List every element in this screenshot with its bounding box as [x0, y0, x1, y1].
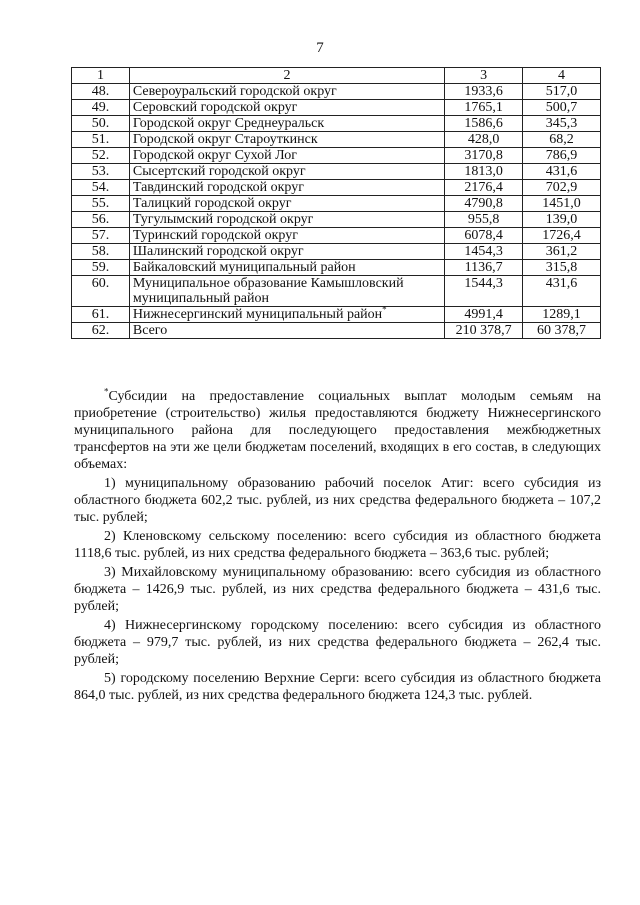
federal-funds-cell	[523, 116, 601, 132]
municipality-name-cell-text: Туринский городской округ	[132, 228, 298, 243]
federal-funds-cell-text: 1726,4	[542, 228, 581, 243]
row-number-cell-text: 55.	[91, 196, 110, 211]
page-number: 7	[316, 40, 324, 56]
subsidy-total-cell	[445, 260, 523, 276]
municipality-name-cell-text: Шалинский городской округ	[132, 244, 304, 259]
subsidy-total-cell	[445, 116, 523, 132]
row-number-cell-text: 54.	[91, 180, 110, 195]
federal-funds-cell	[523, 212, 601, 228]
federal-funds-cell	[523, 196, 601, 212]
row-number-cell	[72, 180, 130, 196]
row-number-cell-text: 52.	[91, 148, 110, 163]
table-row	[72, 84, 601, 100]
subsidy-total-cell	[445, 276, 523, 307]
subsidy-table	[71, 67, 601, 339]
federal-funds-cell-text: 517,0	[545, 84, 578, 99]
table-row	[72, 212, 601, 228]
footnote-item: 1) муниципальному образованию рабочий поселок Атиг: всего субсидия из областного бюджета 602,2 тыс. рублей, из них средства федерального бюджета – 107,2 тыс. рублей;	[74, 476, 601, 525]
municipality-name-cell-text: Талицкий городской округ	[132, 196, 292, 211]
row-number-cell-text: 49.	[91, 100, 110, 115]
row-number-cell	[72, 164, 130, 180]
footnote-mark: *	[104, 386, 109, 397]
footnote-item: 5) городскому поселению Верхние Серги: всего субсидия из областного бюджета 864,0 тыс. рублей, из них средства федерального бюджета 124,3 тыс. рублей.	[74, 671, 601, 703]
municipality-name-cell-text: Нижнесергинский муниципальный район	[132, 307, 383, 322]
row-number-cell	[72, 260, 130, 276]
municipality-name-cell	[129, 323, 444, 339]
subsidy-total-cell	[445, 307, 523, 323]
municipality-name-cell-text: Городской округ Сухой Лог	[132, 148, 297, 163]
federal-funds-cell	[523, 228, 601, 244]
federal-funds-cell	[523, 132, 601, 148]
row-number-cell	[72, 116, 130, 132]
row-number-cell	[72, 228, 130, 244]
municipality-name-cell-text: Городской округ Среднеуральск	[132, 116, 325, 131]
table-row	[72, 164, 601, 180]
federal-funds-cell	[523, 100, 601, 116]
row-number-cell	[72, 276, 130, 307]
header-cell-col4: 4	[523, 68, 601, 84]
municipality-name-cell	[129, 100, 444, 116]
table-row	[72, 323, 601, 339]
federal-funds-cell-text: 786,9	[545, 148, 578, 163]
federal-funds-cell-text: 60 378,7	[537, 323, 587, 338]
federal-funds-cell	[523, 84, 601, 100]
subsidy-total-cell-text: 4790,8	[464, 196, 503, 211]
subsidy-total-cell	[445, 84, 523, 100]
table-row	[72, 307, 601, 323]
municipality-name-cell-text: Североуральский городской округ	[132, 84, 337, 99]
row-number-cell	[72, 323, 130, 339]
federal-funds-cell	[523, 164, 601, 180]
subsidy-total-cell-text: 428,0	[467, 132, 500, 147]
table-row	[72, 244, 601, 260]
subsidy-total-cell-text: 6078,4	[464, 228, 503, 243]
table-row	[72, 180, 601, 196]
federal-funds-cell	[523, 323, 601, 339]
row-number-cell	[72, 132, 130, 148]
municipality-name-cell	[129, 164, 444, 180]
municipality-name-cell	[129, 260, 444, 276]
table-row	[72, 196, 601, 212]
row-number-cell	[72, 244, 130, 260]
header-cell-number: 1	[72, 68, 130, 84]
header-cell-name: 2	[129, 68, 444, 84]
municipality-name-cell	[129, 228, 444, 244]
row-number-cell-text: 58.	[91, 244, 110, 259]
municipality-name-cell-text: Байкаловский муниципальный район	[132, 260, 356, 275]
row-number-cell	[72, 212, 130, 228]
footnote-intro	[74, 388, 601, 473]
row-number-cell-text: 62.	[91, 323, 110, 338]
federal-funds-cell	[523, 276, 601, 307]
subsidy-total-cell-text: 1544,3	[464, 276, 503, 291]
row-number-cell	[72, 196, 130, 212]
municipality-name-cell-text: Всего	[132, 323, 168, 338]
municipality-name-cell	[129, 244, 444, 260]
subsidy-total-cell	[445, 132, 523, 148]
federal-funds-cell-text: 361,2	[545, 244, 578, 259]
federal-funds-cell	[523, 244, 601, 260]
subsidy-total-cell-text: 1933,6	[464, 84, 503, 99]
footnote-item: 2) Кленовскому сельскому поселению: всего субсидия из областного бюджета 1118,6 тыс. рублей, из них средства федерального бюджета – 363,6 тыс. рублей;	[74, 529, 601, 561]
subsidy-total-cell	[445, 164, 523, 180]
subsidy-total-cell-text: 4991,4	[464, 307, 503, 322]
subsidy-total-cell-text: 1586,6	[464, 116, 503, 131]
table-row	[72, 276, 601, 307]
subsidy-total-cell	[445, 323, 523, 339]
federal-funds-cell	[523, 260, 601, 276]
subsidy-total-cell-text: 1454,3	[464, 244, 503, 259]
federal-funds-cell-text: 345,3	[545, 116, 578, 131]
municipality-name-cell-text: Тавдинский городской округ	[132, 180, 304, 195]
table-row	[72, 132, 601, 148]
federal-funds-cell-text: 1289,1	[542, 307, 581, 322]
municipality-name-cell	[129, 180, 444, 196]
federal-funds-cell-text: 1451,0	[542, 196, 581, 211]
subsidy-total-cell-text: 1765,1	[464, 100, 503, 115]
footnote-item: 3) Михайловскому муниципальному образованию: всего субсидия из областного бюджета – 1426,9 тыс. рублей, из них средства федерального бюджета – 431,6 тыс. рублей;	[74, 565, 601, 614]
row-number-cell-text: 50.	[91, 116, 110, 131]
subsidy-total-cell-text: 1813,0	[464, 164, 503, 179]
subsidy-total-cell-text: 3170,8	[464, 148, 503, 163]
row-number-cell	[72, 307, 130, 323]
table-header-row	[72, 68, 601, 84]
municipality-name-cell-text: Городской округ Староуткинск	[132, 132, 318, 147]
municipality-name-cell	[129, 196, 444, 212]
subsidy-total-cell	[445, 180, 523, 196]
row-number-cell-text: 60.	[91, 276, 110, 291]
municipality-name-cell	[129, 212, 444, 228]
row-number-cell	[72, 84, 130, 100]
municipality-name-cell-text: Муниципальное образование Камышловский муниципальный район	[132, 276, 404, 306]
row-number-cell	[72, 148, 130, 164]
subsidy-total-cell	[445, 244, 523, 260]
table-row	[72, 100, 601, 116]
subsidy-total-cell	[445, 212, 523, 228]
subsidy-total-cell-text: 210 378,7	[455, 323, 512, 338]
municipality-name-cell	[129, 132, 444, 148]
subsidy-total-cell	[445, 196, 523, 212]
federal-funds-cell	[523, 148, 601, 164]
subsidy-total-cell	[445, 100, 523, 116]
federal-funds-cell-text: 500,7	[545, 100, 578, 115]
municipality-name-cell-text: Тугулымский городской округ	[132, 212, 314, 227]
municipality-name-cell-text: Серовский городской округ	[132, 100, 298, 115]
federal-funds-cell-text: 139,0	[545, 212, 578, 227]
federal-funds-cell-text: 315,8	[545, 260, 578, 275]
row-number-cell-text: 59.	[91, 260, 110, 275]
subsidy-total-cell	[445, 228, 523, 244]
subsidy-total-cell-text: 2176,4	[464, 180, 503, 195]
row-number-cell-text: 57.	[91, 228, 110, 243]
footnote-reference-mark: *	[382, 304, 387, 315]
subsidy-total-cell-text: 955,8	[467, 212, 500, 227]
subsidy-total-cell	[445, 148, 523, 164]
municipality-name-cell	[129, 116, 444, 132]
municipality-name-cell-text: Сысертский городской округ	[132, 164, 306, 179]
row-number-cell	[72, 100, 130, 116]
subsidy-total-cell-text: 1136,7	[464, 260, 503, 275]
municipality-name-cell	[129, 304, 444, 323]
row-number-cell-text: 53.	[91, 164, 110, 179]
row-number-cell-text: 61.	[91, 307, 110, 322]
municipality-name-cell	[129, 148, 444, 164]
row-number-cell-text: 51.	[91, 132, 110, 147]
table-row	[72, 148, 601, 164]
table-row	[72, 228, 601, 244]
table-row	[72, 260, 601, 276]
footnote-item: 4) Нижнесергинскому городскому поселению: всего субсидия из областного бюджета – 979,7 тыс. рублей, из них средства федерального бюджета – 262,4 тыс. рублей;	[74, 618, 601, 667]
federal-funds-cell-text: 431,6	[545, 164, 578, 179]
row-number-cell-text: 56.	[91, 212, 110, 227]
footnote	[74, 388, 601, 704]
federal-funds-cell	[523, 307, 601, 323]
table-row	[72, 116, 601, 132]
federal-funds-cell	[523, 180, 601, 196]
federal-funds-cell-text: 702,9	[545, 180, 578, 195]
federal-funds-cell-text: 68,2	[549, 132, 574, 147]
header-cell-col3: 3	[445, 68, 523, 84]
row-number-cell-text: 48.	[91, 84, 110, 99]
municipality-name-cell	[129, 84, 444, 100]
municipality-name-cell	[129, 276, 444, 307]
footnote-intro-text: Субсидии на предоставление социальных выплат молодым семьям на приобретение (строительство) жилья предоставляются бюджету Нижнесергинского муниципального района для последующего предоставления межбюджетных трансфертов на эти же цели бюджетам поселений, входящих в его состав, в следующих объемах:	[74, 389, 601, 472]
federal-funds-cell-text: 431,6	[545, 276, 578, 291]
